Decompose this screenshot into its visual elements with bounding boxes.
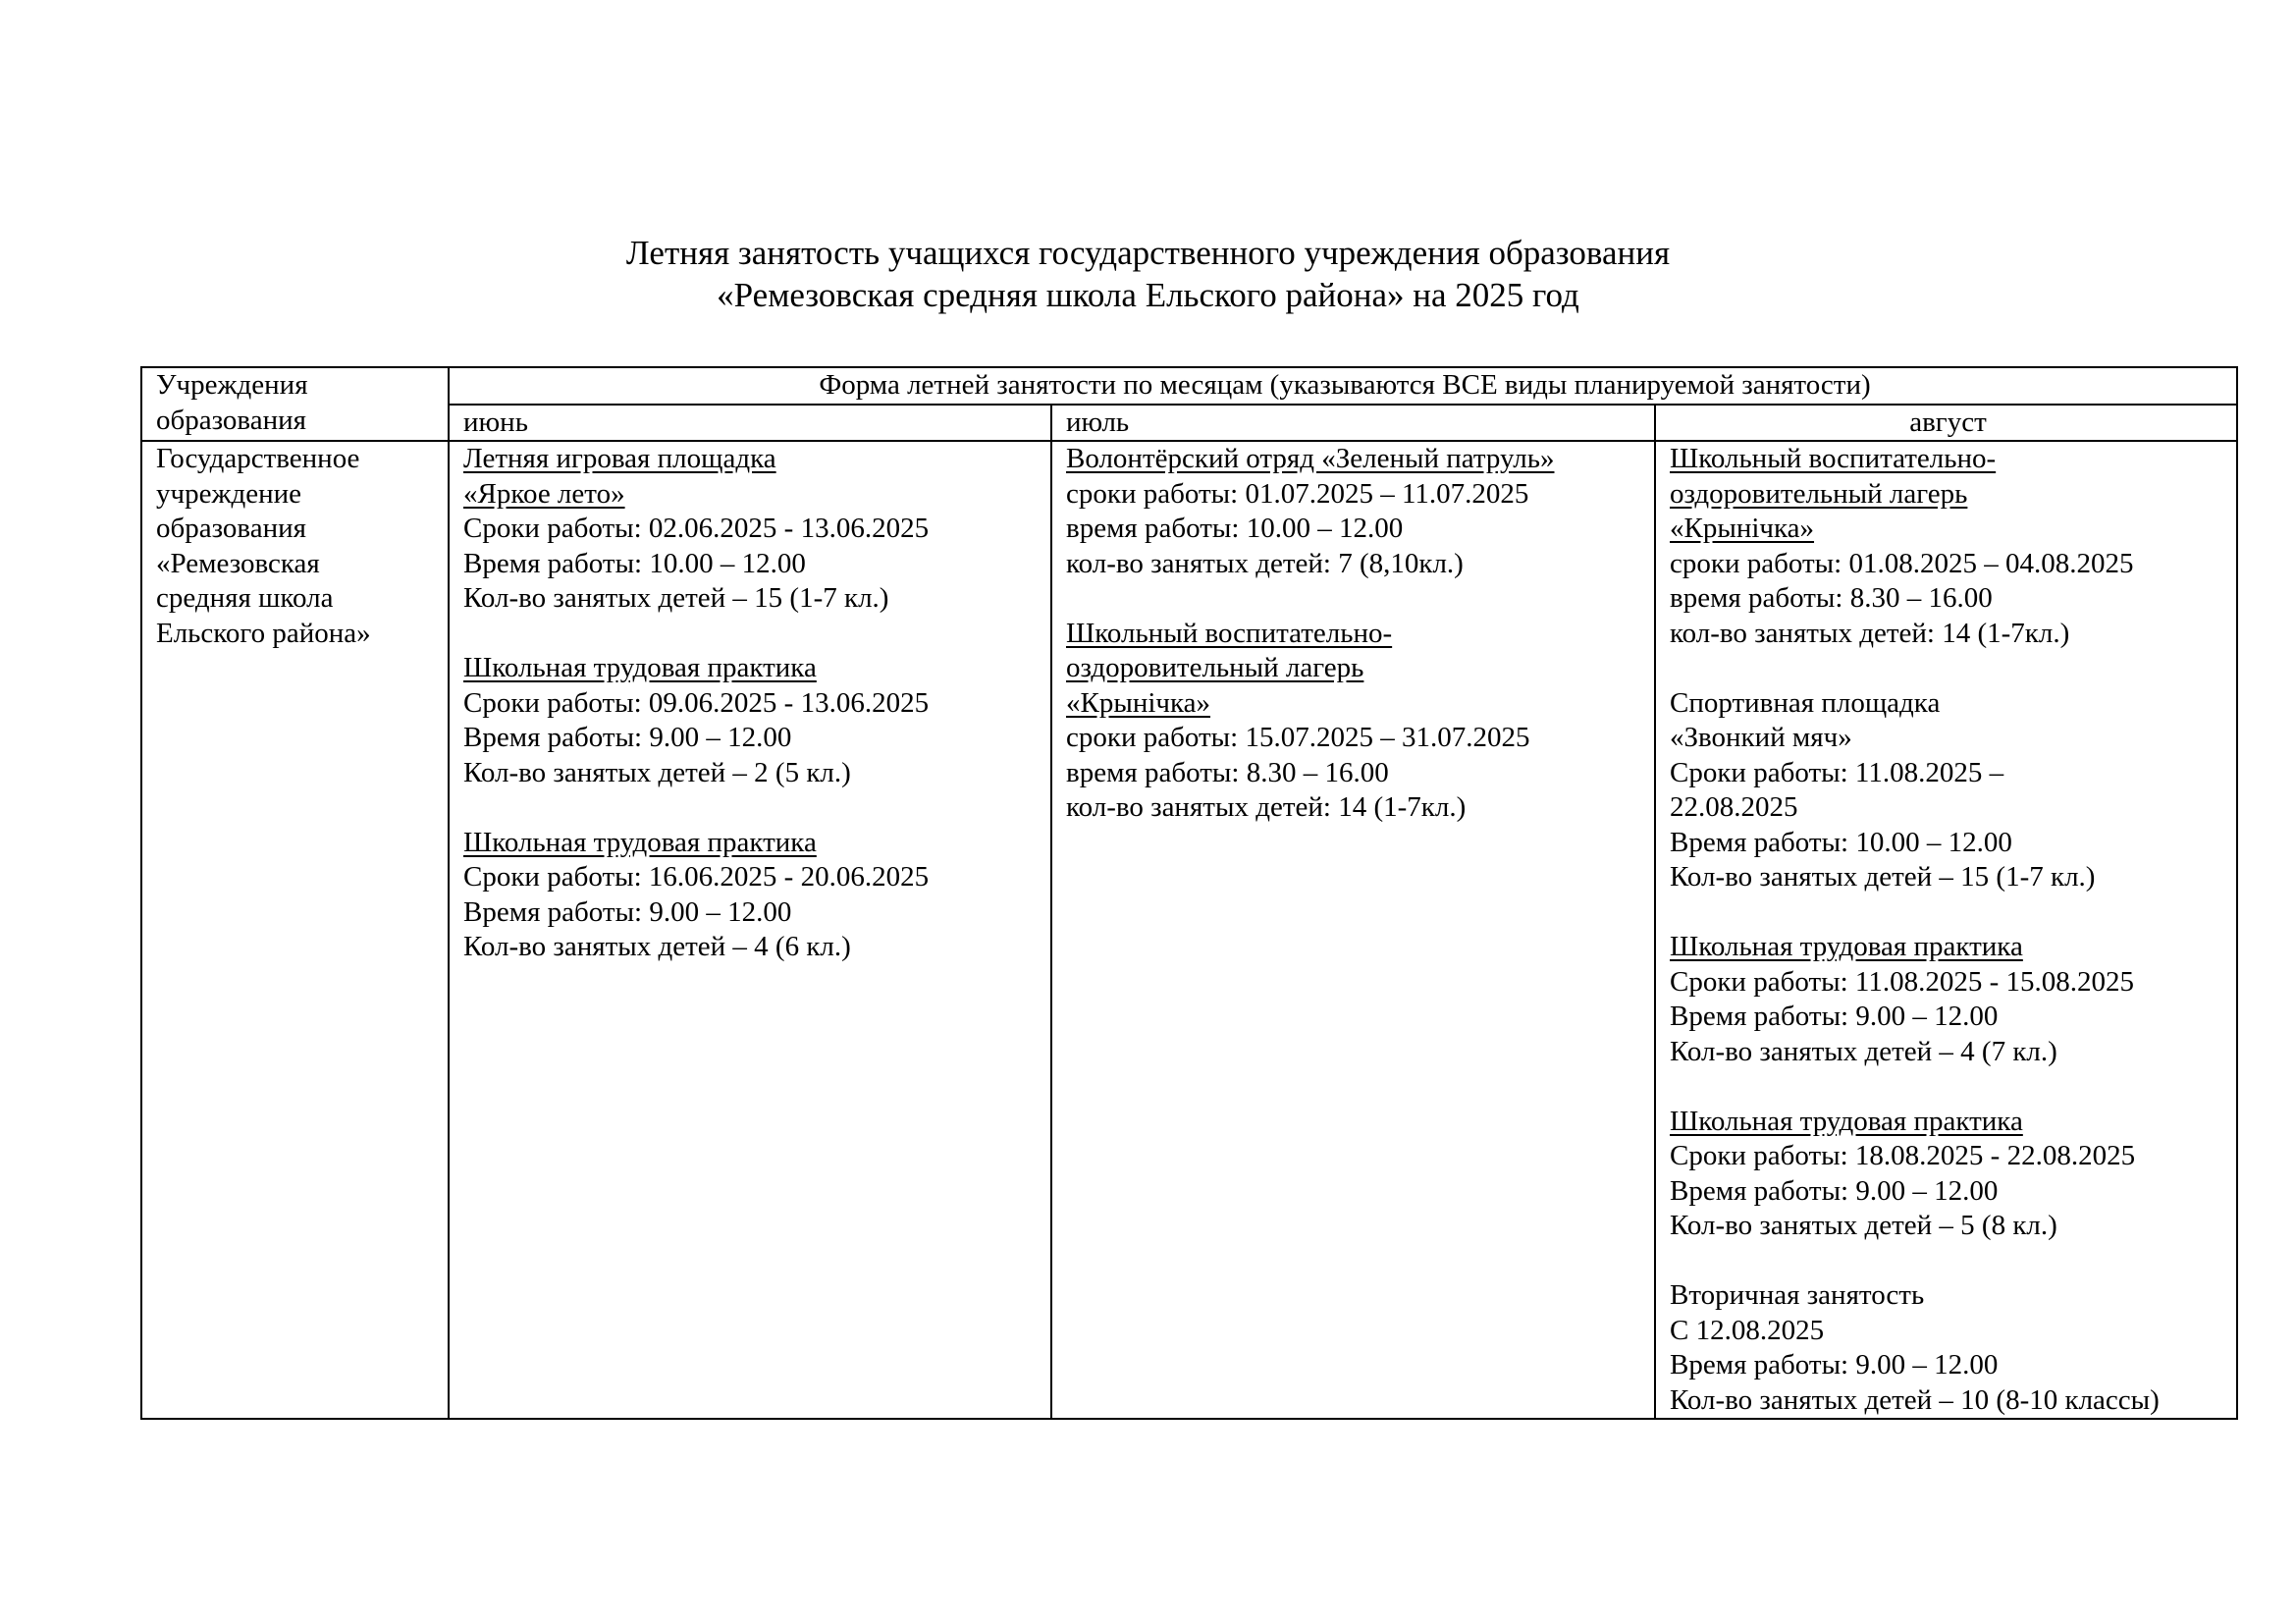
document-title [0, 232, 2296, 316]
summer-employment-table [140, 366, 2238, 1420]
june-cell [449, 441, 1051, 1419]
activity-item [463, 826, 1041, 965]
activity-detail: время работы: 8.30 – 16.00 [1670, 582, 1993, 614]
activity-detail: время работы: 8.30 – 16.00 [1066, 756, 1389, 788]
institution-line: образования [156, 513, 306, 544]
activity-detail: сроки работы: 01.08.2025 – 04.08.2025 [1670, 547, 2134, 579]
header-form: Форма летней занятости по месяцам (указываются ВСЕ виды планируемой занятости) [449, 367, 2237, 405]
table-months-row [141, 405, 2237, 442]
activity-detail: Кол-во занятых детей – 10 (8-10 классы) [1670, 1383, 2160, 1416]
month-august: август [1655, 405, 2237, 442]
activity-detail: Сроки работы: 18.08.2025 - 22.08.2025 [1670, 1140, 2136, 1171]
institution-line: Ельского района» [156, 617, 371, 649]
institution-line: средняя школа [156, 582, 334, 614]
header-institution: Учреждения образования [141, 367, 449, 441]
activity-detail: Время работы: 10.00 – 12.00 [463, 547, 806, 579]
activity-detail: Кол-во занятых детей – 4 (7 кл.) [1670, 1035, 2057, 1067]
month-july: июль [1051, 405, 1655, 442]
activity-title: Школьная трудовая практика [1670, 931, 2023, 962]
activity-detail: Кол-во занятых детей – 15 (1-7 кл.) [1670, 861, 2096, 893]
activity-title: Спортивная площадка [1670, 686, 1941, 719]
july-cell [1051, 441, 1655, 1419]
activity-title: Летняя игровая площадка [463, 443, 776, 474]
institution-line: «Ремезовская [156, 547, 320, 579]
activity-detail: 22.08.2025 [1670, 791, 1798, 823]
activity-title: «Крынічка» [1066, 686, 1211, 719]
activity-detail: Сроки работы: 11.08.2025 – [1670, 756, 2004, 788]
activity-item [463, 651, 1041, 790]
activity-detail: кол-во занятых детей: 14 (1-7кл.) [1670, 617, 2070, 649]
activity-detail: Время работы: 9.00 – 12.00 [463, 722, 792, 753]
activity-title: оздоровительный лагерь [1066, 652, 1364, 683]
activity-title: «Звонкий мяч» [1670, 722, 1852, 753]
activity-item [1670, 930, 2226, 1069]
activity-detail: время работы: 10.00 – 12.00 [1066, 513, 1404, 544]
august-cell [1655, 441, 2237, 1419]
activity-item [1670, 442, 2226, 651]
activity-title: оздоровительный лагерь [1670, 477, 1968, 510]
activity-detail: Сроки работы: 09.06.2025 - 13.06.2025 [463, 686, 930, 719]
activity-title: Школьная трудовая практика [463, 652, 817, 683]
activity-title: «Крынічка» [1670, 513, 1815, 544]
activity-title: Школьный воспитательно- [1066, 617, 1393, 649]
month-june: июнь [449, 405, 1051, 442]
activity-detail: Кол-во занятых детей – 4 (6 кл.) [463, 931, 851, 962]
activity-detail: кол-во занятых детей: 14 (1-7кл.) [1066, 791, 1467, 823]
activity-item [1066, 442, 1644, 581]
activity-detail: сроки работы: 15.07.2025 – 31.07.2025 [1066, 722, 1530, 753]
activity-title: Школьный воспитательно- [1670, 443, 1997, 474]
activity-detail: Сроки работы: 11.08.2025 - 15.08.2025 [1670, 965, 2134, 998]
activity-title: Вторичная занятость [1670, 1279, 1925, 1311]
institution-cell [141, 441, 449, 1419]
activity-item [1066, 617, 1644, 826]
activity-detail: Время работы: 9.00 – 12.00 [1670, 1001, 1999, 1032]
activity-title: Школьная трудовая практика [463, 826, 817, 858]
institution-line: учреждение [156, 477, 302, 510]
activity-detail: Сроки работы: 02.06.2025 - 13.06.2025 [463, 513, 930, 544]
activity-item [1670, 686, 2226, 895]
title-line-2: «Ремезовская средняя школа Ельского района» на 2025 год [717, 276, 1579, 314]
activity-item [463, 442, 1041, 617]
table-header-row [141, 367, 2237, 405]
activity-detail: С 12.08.2025 [1670, 1314, 1825, 1346]
activity-detail: Кол-во занятых детей – 2 (5 кл.) [463, 756, 851, 788]
activity-detail: Время работы: 9.00 – 12.00 [463, 895, 792, 928]
title-line-1: Летняя занятость учащихся государственного учреждения образования [625, 234, 1671, 272]
activity-title: «Яркое лето» [463, 477, 625, 510]
institution-line: Государственное [156, 443, 360, 474]
activity-detail: Время работы: 9.00 – 12.00 [1670, 1349, 1999, 1380]
activity-detail: Время работы: 10.00 – 12.00 [1670, 826, 2012, 858]
activity-item [1670, 1278, 2226, 1418]
table-row [141, 441, 2237, 1419]
activity-detail: Кол-во занятых детей – 5 (8 кл.) [1670, 1210, 2057, 1241]
activity-detail: Кол-во занятых детей – 15 (1-7 кл.) [463, 582, 889, 614]
activity-detail: Сроки работы: 16.06.2025 - 20.06.2025 [463, 861, 930, 893]
activity-item [1670, 1105, 2226, 1244]
activity-title: Школьная трудовая практика [1670, 1105, 2023, 1137]
activity-detail: Время работы: 9.00 – 12.00 [1670, 1174, 1999, 1207]
activity-title: Волонтёрский отряд «Зеленый патруль» [1066, 443, 1555, 474]
activity-detail: кол-во занятых детей: 7 (8,10кл.) [1066, 547, 1464, 579]
activity-detail: сроки работы: 01.07.2025 – 11.07.2025 [1066, 477, 1529, 510]
